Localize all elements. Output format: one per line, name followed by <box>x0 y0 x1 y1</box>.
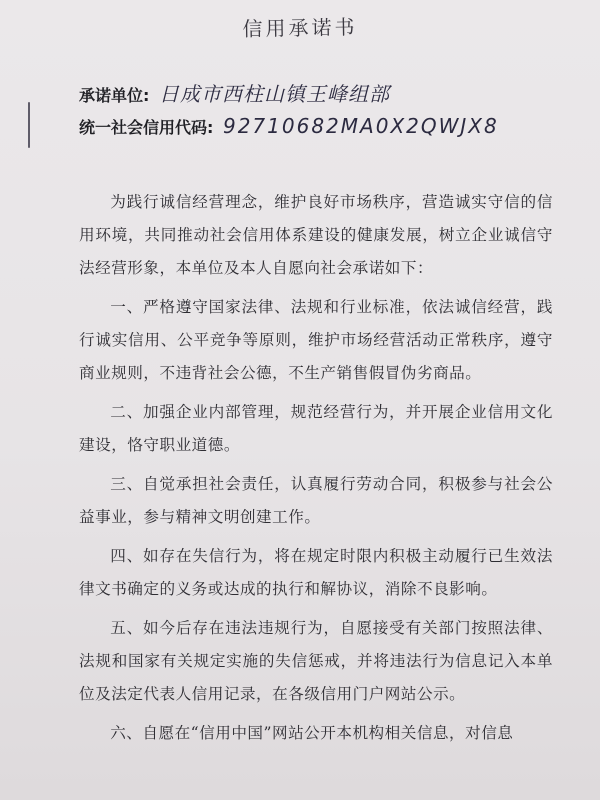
credit-code-label: 统一社会信用代码: <box>79 118 214 137</box>
paragraph-intro: 为践行诚信经营理念，维护良好市场秩序，营造诚实守信的信用环境，共同推动社会信用体系建设的健康发展，树立企业诚信守法经营形象，本单位及本人自愿向社会承诺如下： <box>79 193 553 277</box>
document-title: 信用承诺书 <box>242 14 358 42</box>
paragraph-1: 一、严格遵守国家法律、法规和行业标准，依法诚信经营，践行诚实信用、公平竞争等原则，维护市场经营活动正常秩序，遵守商业规则，不违背社会公德，不生产销售假冒伪劣商品。 <box>79 298 553 382</box>
credit-code-value: 92710682MA0X2QWJX8 <box>222 114 499 138</box>
paragraph-3: 三、自觉承担社会责任，认真履行劳动合同，积极参与社会公益事业，参与精神文明创建工作。 <box>79 475 553 526</box>
credit-code-row <box>79 114 499 138</box>
paragraph-4: 四、如存在失信行为，将在规定时限内积极主动履行已生效法律文书确定的义务或达成的执行和解协议，消除不良影响。 <box>79 547 553 598</box>
commitment-body <box>79 186 553 756</box>
pen-mark <box>28 102 30 148</box>
promising-unit-label: 承诺单位: <box>79 86 150 105</box>
promising-unit-value: 日成市西柱山镇王峰组部 <box>158 82 390 106</box>
paragraph-5: 五、如今后存在违法违规行为，自愿接受有关部门按照法律、法规和国家有关规定实施的失信惩戒，并将违法行为信息记入本单位及法定代表人信用记录，在各级信用门户网站公示。 <box>79 619 553 703</box>
paragraph-6: 六、自愿在“信用中国”网站公开本机构相关信息，对信息 <box>110 724 514 742</box>
promising-unit-row <box>79 78 390 107</box>
paragraph-2: 二、加强企业内部管理，规范经营行为，并开展企业信用文化建设，恪守职业道德。 <box>79 403 553 454</box>
